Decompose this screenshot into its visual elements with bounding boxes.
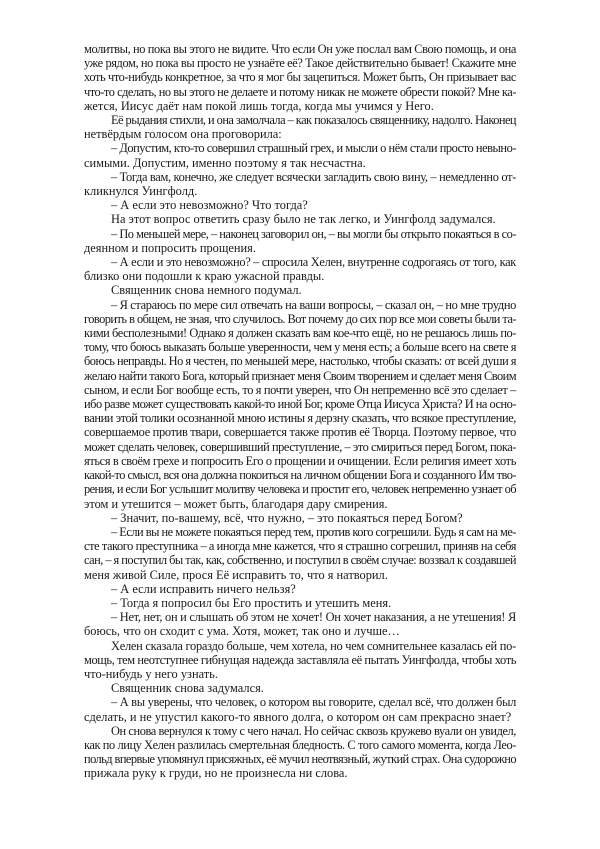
text-line-row	[84, 397, 516, 411]
paragraph	[84, 170, 516, 198]
text-line: деянном и попросить прощения.	[84, 240, 256, 255]
text-line: что-нибудь у него узнать.	[84, 666, 218, 681]
text-line: – Нет, нет, он и слышать об этом не хочет! Он хочет наказания, а не утешения! Я	[111, 610, 516, 625]
text-line: На этот вопрос ответить сразу было не так легко, и Уингфолд задумался.	[111, 212, 496, 227]
document-page	[84, 42, 516, 781]
text-line-row	[84, 425, 516, 439]
text-line: сте такого преступника – а иногда мне кажется, что я страшно согрешил, приняв на себя	[84, 539, 516, 554]
text-line: – Допустим, кто-то совершил страшный грех, и мысли о нём стали просто невыно-	[111, 141, 516, 156]
text-line-row	[84, 568, 516, 582]
text-line: кликнулся Уингфолд.	[84, 184, 198, 199]
text-line-row	[84, 56, 516, 70]
text-line: что-то сделать, но вы этого не делаете и потому никак не можете обрести покой? Мне ка-	[84, 84, 516, 99]
text-line-row	[84, 596, 516, 610]
text-line-row	[84, 85, 516, 99]
text-line: яться в своём грехе и попросить Его о прощении и очищении. Если религия имеет хоть	[84, 453, 517, 468]
text-line-row	[84, 639, 516, 653]
text-line-row	[84, 525, 516, 539]
text-line-row	[84, 241, 516, 255]
text-line: – Если вы не можете покаяться перед тем, против кого согрешили. Будь я сам на ме-	[111, 524, 516, 539]
text-line-row	[84, 553, 516, 567]
text-line: молитвы, но пока вы этого не видите. Что если Он уже послал вам Свою помощь, и она	[84, 42, 516, 56]
paragraph	[84, 113, 516, 141]
text-line: боюсь, что он сходит с ума. Хотя, может, так оно и лучше…	[84, 624, 400, 639]
text-line: близко они подошли к краю ужасной правды.	[84, 269, 325, 284]
text-line-row	[84, 624, 516, 638]
text-line: мощь, тем неотступнее гибнущая надежда заставляла её пытать Уингфолда, чтобы хоть	[84, 652, 516, 667]
text-line-row	[84, 269, 516, 283]
text-line-row	[84, 298, 516, 312]
paragraph	[84, 511, 516, 525]
text-line: уже рядом, но пока вы просто не узнаёте её? Такое действительно бывает! Скажите мне	[84, 56, 516, 71]
text-line-row	[84, 383, 516, 397]
text-line: – По меньшей мере, – наконец заговорил он, – вы могли бы открыто покаяться в со-	[111, 226, 516, 241]
text-line-row	[84, 369, 516, 383]
text-line-row	[84, 411, 516, 425]
text-line: нетвёрдым голосом она проговорила:	[84, 127, 282, 142]
text-line: кими бесполезными! Однако я должен сказать вам кое-что ещё, но не решаюсь лишь по-	[84, 326, 516, 341]
text-line-row	[84, 724, 516, 738]
text-line-row	[84, 283, 516, 297]
text-line-row	[84, 340, 516, 354]
text-line-row	[84, 227, 516, 241]
text-line: Хелен сказала гораздо больше, чем хотела, но чем сомнительнее казалась ей по-	[111, 638, 516, 653]
paragraph	[84, 681, 516, 695]
text-line-row	[84, 752, 516, 766]
text-line: как по лицу Хелен разлилась смертельная бледность. С того самого момента, когда Лео-	[84, 737, 516, 752]
text-line: симыми. Допустим, именно поэтому я так несчастна.	[84, 155, 366, 170]
paragraph	[84, 525, 516, 582]
text-line: – Значит, по-вашему, всё, что нужно, – это покаяться перед Богом?	[111, 510, 463, 525]
text-line-row	[84, 468, 516, 482]
text-line-row	[84, 70, 516, 84]
text-line-row	[84, 99, 516, 113]
text-line: меня живой Силе, прося Её исправить то, что я натворил.	[84, 567, 388, 582]
text-line: – А если это невозможно? Что тогда?	[111, 198, 308, 213]
paragraph	[84, 212, 516, 226]
text-line-row	[84, 326, 516, 340]
text-line-row	[84, 198, 516, 212]
text-line-row	[84, 255, 516, 269]
text-line: – А если и это невозможно? – спросила Хелен, внутренне содрогаясь от того, как	[111, 255, 516, 270]
text-line-row	[84, 539, 516, 553]
text-line: рения, и если Бог услышит молитву человека и простит его, человек непременно узнает об	[84, 482, 516, 497]
text-line-row	[84, 440, 516, 454]
text-line-row	[84, 681, 516, 695]
text-line-row	[84, 766, 516, 780]
text-line: тому, что боюсь выказать больше уверенности, чем у меня есть; а больше всего на свете я	[84, 340, 517, 355]
text-line: прижала руку к груди, но не произнесла ни слова.	[84, 766, 348, 781]
text-line: Священник снова немного подумал.	[111, 283, 302, 298]
text-line-row	[84, 497, 516, 511]
text-line: сан, – я поступил бы так, как, собственно, и поступил в своём случае: воззвал к создавшей	[84, 553, 516, 568]
paragraph	[84, 298, 516, 511]
text-line-row	[84, 212, 516, 226]
text-line: Он снова вернулся к тому с чего начал. Но сейчас сквозь кружево вуали он увидел,	[111, 723, 516, 738]
paragraph	[84, 255, 516, 283]
paragraph	[84, 695, 516, 723]
text-line-row	[84, 312, 516, 326]
paragraph	[84, 227, 516, 255]
text-line: говорить в общем, не зная, что случилось. Вот почему до сих пор все мои советы были та-	[84, 311, 516, 326]
paragraph	[84, 141, 516, 169]
text-line-row	[84, 170, 516, 184]
text-line: – А вы уверены, что человек, о котором вы говорите, сделал всё, что должен был	[111, 695, 516, 710]
text-line-row	[84, 127, 516, 141]
paragraph	[84, 639, 516, 682]
text-line: – Тогда я попросил бы Его простить и утешить меня.	[111, 595, 392, 610]
text-line-row	[84, 141, 516, 155]
text-line-row	[84, 710, 516, 724]
paragraph	[84, 610, 516, 638]
text-line: боюсь неправды. Но я честен, по меньшей мере, настолько, чтобы сказать: от всей души я	[84, 354, 516, 369]
text-line-row	[84, 454, 516, 468]
text-line: Священник снова задумался.	[111, 681, 264, 696]
text-line-row	[84, 610, 516, 624]
text-line-row	[84, 113, 516, 127]
text-line: хоть что-нибудь конкретное, за что я мог бы зацепиться. Может быть, Он призывает вас	[84, 70, 516, 85]
text-line-row	[84, 42, 516, 56]
text-line-row	[84, 482, 516, 496]
text-line-row	[84, 582, 516, 596]
paragraph	[84, 596, 516, 610]
paragraph	[84, 42, 516, 113]
text-line: ибо разве может существовать какой-то иной Бог, кроме Отца Иисуса Христа? И на осно-	[84, 397, 516, 412]
text-line: сыном, и если Бог вообще есть, то я почти уверен, что Он непременно всё это сделает –	[84, 382, 516, 397]
text-line-row	[84, 511, 516, 525]
text-line: Её рыдания стихли, и она замолчала – как показалось священнику, надолго. Наконец	[111, 113, 516, 128]
text-line-row	[84, 695, 516, 709]
text-line-row	[84, 667, 516, 681]
text-line: может сделать человек, совершивший преступление, – это смириться перед Богом, пока-	[84, 439, 516, 454]
paragraph	[84, 198, 516, 212]
text-line: польд впервые упомянул присяжных, её мучил неотвязный, жуткий страх. Она судорожно	[84, 752, 516, 767]
text-line-row	[84, 653, 516, 667]
text-line-row	[84, 156, 516, 170]
text-line: желаю найти такого Бога, который признает меня Своим творением и сделает меня Своим	[84, 368, 516, 383]
text-line: – Я стараюсь по мере сил отвечать на ваши вопросы, – сказал он, – но мне трудно	[111, 297, 516, 312]
text-line-row	[84, 184, 516, 198]
text-line: какой-то смысл, вся она должна покоиться на личном общении Бога и созданного Им тво-	[84, 468, 516, 483]
text-line-row	[84, 738, 516, 752]
paragraph	[84, 283, 516, 297]
text-line: этом и утешится – может быть, благодаря дару смирения.	[84, 496, 388, 511]
text-line: жется, Иисус даёт нам покой лишь тогда, когда мы учимся у Него.	[84, 98, 434, 113]
text-line-row	[84, 354, 516, 368]
text-line: сделать, и не упустил какого-то явного долга, о котором он сам прекрасно знает?	[84, 709, 512, 724]
paragraph	[84, 724, 516, 781]
text-line: совершаемое против твари, совершается также против её Творца. Поэтому первое, что	[84, 425, 516, 440]
paragraph	[84, 582, 516, 596]
text-line: – Тогда вам, конечно, же следует всячески загладить свою вину, – немедленно от-	[111, 169, 516, 184]
text-line: – А если исправить ничего нельзя?	[111, 581, 296, 596]
text-line: вании этой толики осознанной мною истины я дерзну сказать, что всякое преступление,	[84, 411, 516, 426]
